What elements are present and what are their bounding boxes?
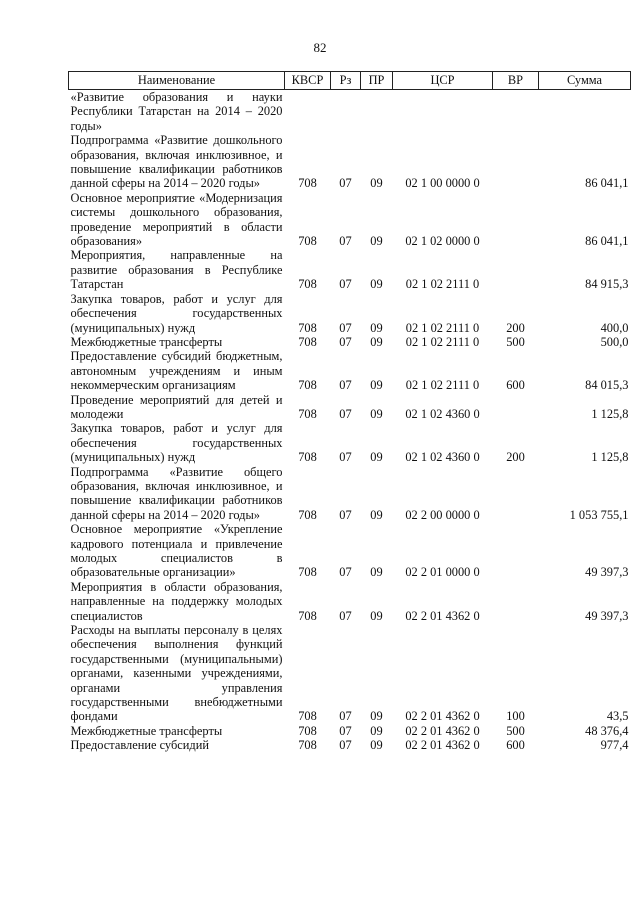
row-rz: 07 [339, 450, 352, 465]
row-kvsr: 708 [298, 507, 317, 522]
row-pr: 09 [370, 450, 383, 465]
row-vr [493, 248, 539, 291]
row-vr: 200 [506, 320, 525, 335]
column-header-name: Наименование [69, 72, 285, 90]
row-csr: 02 2 01 4362 0 [405, 608, 480, 623]
row-csr: 02 1 02 2111 0 [405, 320, 480, 335]
row-kvsr: 708 [298, 320, 317, 335]
row-vr: 100 [506, 709, 525, 724]
table-row [69, 90, 631, 134]
row-vr: 500 [506, 334, 525, 349]
row-rz: 07 [339, 176, 352, 191]
row-kvsr: 708 [298, 176, 317, 191]
row-name: Межбюджетные трансферты [70, 334, 223, 349]
row-pr: 09 [370, 738, 383, 753]
table-row [69, 465, 631, 523]
row-kvsr: 708 [298, 723, 317, 738]
row-vr [493, 580, 539, 623]
table-row [69, 724, 631, 738]
row-csr: 02 2 01 4362 0 [405, 738, 480, 753]
row-sum: 400,0 [600, 320, 629, 335]
table-row [69, 191, 631, 249]
row-vr [493, 522, 539, 580]
column-header-kvsr: КВСР [285, 72, 331, 90]
row-pr: 09 [370, 507, 383, 522]
row-rz: 07 [339, 334, 352, 349]
row-name: Подпрограмма «Развитие общего образования, включая инклюзивное, и повышение квалификации работников данной сферы на 2014 – 2020 годы» [70, 464, 283, 522]
row-csr: 02 1 02 2111 0 [405, 277, 480, 292]
row-sum: 49 397,3 [585, 565, 629, 580]
table-row [69, 522, 631, 580]
row-sum: 48 376,4 [585, 723, 629, 738]
row-vr: 200 [506, 450, 525, 465]
row-name: Закупка товаров, работ и услуг для обеспечения государственных (муниципальных) нужд [70, 291, 283, 335]
row-sum: 977,4 [600, 738, 629, 753]
row-pr: 09 [370, 406, 383, 421]
row-name: Расходы на выплаты персоналу в целях обеспечения выполнения функций государственными (муниципальными) органами, казенными учреждениями, органами управления государственными внебюджетными фондами [70, 623, 283, 724]
row-csr: 02 1 02 2111 0 [405, 378, 480, 393]
budget-table [68, 71, 631, 753]
row-name: Подпрограмма «Развитие дошкольного образования, включая инклюзивное, и повышение квалификации работников данной сферы на 2014 – 2020 годы» [70, 133, 283, 191]
row-csr: 02 1 02 4360 0 [405, 406, 480, 421]
row-vr [493, 191, 539, 249]
row-rz: 07 [339, 406, 352, 421]
row-rz: 07 [339, 320, 352, 335]
table-row [69, 421, 631, 464]
table-row [69, 580, 631, 623]
row-csr: 02 2 01 4362 0 [405, 723, 480, 738]
row-csr: 02 1 02 2111 0 [405, 334, 480, 349]
row-rz: 07 [339, 723, 352, 738]
row-sum: 84 915,3 [585, 277, 629, 292]
row-pr: 09 [370, 176, 383, 191]
row-pr: 09 [370, 234, 383, 249]
row-pr: 09 [370, 334, 383, 349]
row-sum: 500,0 [600, 334, 629, 349]
row-kvsr: 708 [298, 738, 317, 753]
row-sum: 1 125,8 [591, 450, 629, 465]
row-kvsr: 708 [298, 450, 317, 465]
row-pr: 09 [370, 709, 383, 724]
row-vr [493, 393, 539, 422]
column-header-pr: ПР [361, 72, 393, 90]
row-vr: 600 [506, 378, 525, 393]
row-name: Предоставление субсидий бюджетным, автономным учреждениям и иным некоммерческим организациям [70, 349, 283, 393]
row-kvsr: 708 [298, 608, 317, 623]
row-kvsr: 708 [298, 234, 317, 249]
row-rz: 07 [339, 378, 352, 393]
row-pr: 09 [370, 723, 383, 738]
row-sum: 49 397,3 [585, 608, 629, 623]
row-vr [493, 465, 539, 523]
table-row [69, 292, 631, 335]
row-rz: 07 [339, 608, 352, 623]
row-sum: 84 015,3 [585, 378, 629, 393]
row-kvsr [285, 90, 331, 134]
column-header-vr: ВР [493, 72, 539, 90]
row-rz: 07 [339, 234, 352, 249]
row-rz [331, 90, 361, 134]
row-kvsr: 708 [298, 565, 317, 580]
row-name: Межбюджетные трансферты [70, 723, 223, 738]
row-pr [361, 90, 393, 134]
row-vr: 500 [506, 723, 525, 738]
row-sum: 86 041,1 [585, 176, 629, 191]
row-rz: 07 [339, 565, 352, 580]
row-kvsr: 708 [298, 277, 317, 292]
row-sum: 86 041,1 [585, 234, 629, 249]
column-header-rz: Рз [331, 72, 361, 90]
table-row [69, 248, 631, 291]
row-csr [393, 90, 493, 134]
row-name: Предоставление субсидий [70, 738, 209, 753]
row-pr: 09 [370, 277, 383, 292]
row-name: Закупка товаров, работ и услуг для обеспечения государственных (муниципальных) нужд [70, 421, 283, 465]
row-csr: 02 1 00 0000 0 [405, 176, 480, 191]
table-row [69, 738, 631, 752]
row-rz: 07 [339, 277, 352, 292]
row-rz: 07 [339, 709, 352, 724]
row-csr: 02 2 00 0000 0 [405, 507, 480, 522]
row-name: Основное мероприятие «Укрепление кадрового потенциала и привлечение молодых специалистов в образовательные организации» [70, 522, 283, 580]
row-kvsr: 708 [298, 406, 317, 421]
row-kvsr: 708 [298, 334, 317, 349]
row-rz: 07 [339, 738, 352, 753]
table-row [69, 335, 631, 349]
row-sum: 1 053 755,1 [569, 507, 629, 522]
row-vr [493, 133, 539, 191]
table-row [69, 349, 631, 392]
column-header-csr: ЦСР [393, 72, 493, 90]
row-sum: 1 125,8 [591, 406, 629, 421]
row-pr: 09 [370, 565, 383, 580]
row-sum [539, 90, 631, 134]
row-name: Проведение мероприятий для детей и молодежи [70, 392, 283, 421]
row-vr [493, 90, 539, 134]
table-row [69, 393, 631, 422]
table-header-row [69, 72, 631, 90]
row-csr: 02 2 01 4362 0 [405, 709, 480, 724]
row-pr: 09 [370, 378, 383, 393]
row-csr: 02 1 02 4360 0 [405, 450, 480, 465]
row-pr: 09 [370, 608, 383, 623]
row-name: Основное мероприятие «Модернизация системы дошкольного образования, проведение мероприятий в области образования» [70, 190, 283, 249]
row-kvsr: 708 [298, 709, 317, 724]
row-name: «Развитие образования и науки Республики Татарстан на 2014 – 2020 годы» [70, 90, 283, 133]
row-csr: 02 2 01 0000 0 [405, 565, 480, 580]
row-name: Мероприятия в области образования, направленные на поддержку молодых специалистов [70, 579, 283, 623]
row-vr: 600 [506, 738, 525, 753]
row-rz: 07 [339, 507, 352, 522]
row-kvsr: 708 [298, 378, 317, 393]
row-name: Мероприятия, направленные на развитие образования в Республике Татарстан [70, 248, 283, 292]
row-csr: 02 1 02 0000 0 [405, 234, 480, 249]
page-number: 82 [313, 40, 327, 55]
table-row [69, 133, 631, 191]
row-sum: 43,5 [606, 709, 629, 724]
column-header-sum: Сумма [539, 72, 631, 90]
table-row [69, 623, 631, 724]
row-pr: 09 [370, 320, 383, 335]
